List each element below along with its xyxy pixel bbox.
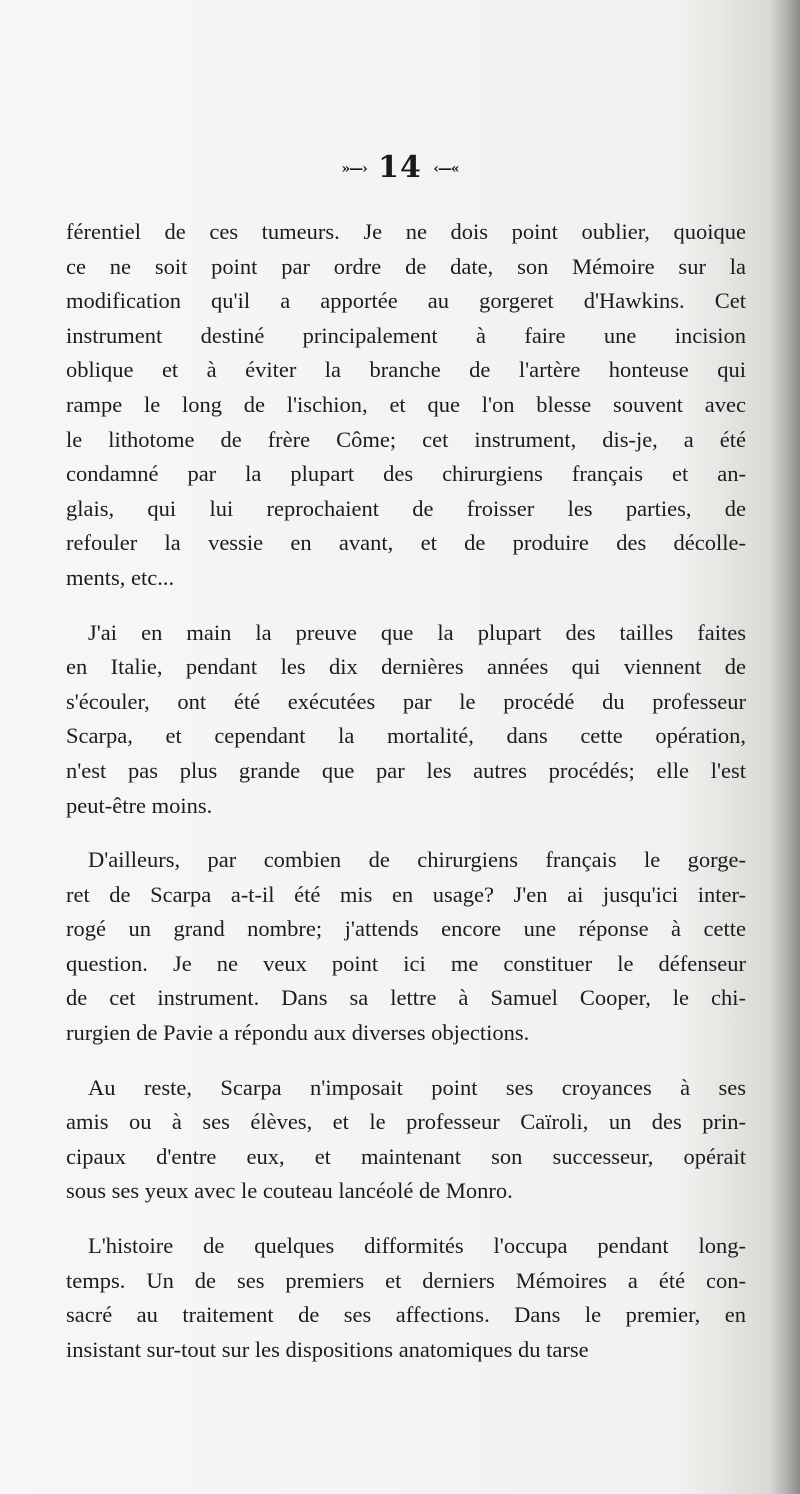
text-line: de cet instrument. Dans sa lettre à Samuel Cooper, le chi-	[66, 985, 746, 1011]
text-line: le lithotome de frère Côme; cet instrument, dis-je, a été	[66, 426, 746, 452]
text-line: s'écouler, ont été exécutées par le procédé du professeur	[66, 688, 746, 714]
body-text	[66, 215, 746, 1367]
text-line: n'est pas plus grande que par les autres procédés; elle l'est	[66, 757, 746, 783]
text-line: temps. Un de ses premiers et derniers Mémoires a été con-	[66, 1267, 746, 1293]
text-line: amis ou à ses élèves, et le professeur Caïroli, un des prin-	[66, 1109, 746, 1135]
header-ornament-right: ‹—«	[433, 161, 459, 177]
text-line: D'ailleurs, par combien de chirurgiens français le gorge-	[88, 847, 746, 873]
text-line: peut-être moins.	[66, 792, 213, 818]
text-line: ments, etc...	[66, 564, 175, 590]
text-line: glais, qui lui reprochaient de froisser les parties, de	[66, 495, 746, 521]
text-line: ret de Scarpa a-t-il été mis en usage? J'en ai jusqu'ici inter-	[66, 881, 746, 907]
paragraph	[66, 843, 746, 1051]
text-line: sous ses yeux avec le couteau lancéolé de Monro.	[66, 1178, 513, 1204]
paragraph-gap	[66, 1209, 746, 1229]
text-line: instrument destiné principalement à faire une incision	[66, 322, 746, 348]
text-line: J'ai en main la preuve que la plupart des tailles faites	[88, 619, 746, 645]
text-line: rurgien de Pavie a répondu aux diverses objections.	[66, 1020, 530, 1046]
page-edge-shadow	[770, 0, 800, 1494]
text-line: rampe le long de l'ischion, et que l'on blesse souvent avec	[66, 391, 746, 417]
text-line: Scarpa, et cependant la mortalité, dans cette opération,	[66, 723, 746, 749]
text-line: insistant sur-tout sur les dispositions anatomiques du tarse	[66, 1336, 589, 1362]
paragraph-gap	[66, 1051, 746, 1071]
text-line: sacré au traitement de ses affections. Dans le premier, en	[66, 1302, 746, 1328]
text-line: L'histoire de quelques difformités l'occupa pendant long-	[88, 1233, 746, 1259]
paragraph	[66, 1071, 746, 1209]
paragraph	[66, 616, 746, 824]
text-line: oblique et à éviter la branche de l'artère honteuse qui	[66, 357, 746, 383]
text-line: refouler la vessie en avant, et de produire des décolle-	[66, 530, 746, 556]
text-line: en Italie, pendant les dix dernières années qui viennent de	[66, 654, 746, 680]
text-line: ce ne soit point par ordre de date, son Mémoire sur la	[66, 253, 746, 279]
text-line: cipaux d'entre eux, et maintenant son successeur, opérait	[66, 1143, 746, 1169]
header-ornament-left: »—›	[341, 161, 367, 177]
page-header	[0, 150, 800, 185]
page-number: 14	[378, 150, 422, 185]
paragraph	[66, 215, 746, 596]
paragraph-gap	[66, 596, 746, 616]
text-line: Au reste, Scarpa n'imposait point ses croyances à ses	[88, 1074, 746, 1100]
paragraph-gap	[66, 823, 746, 843]
text-line: modification qu'il a apportée au gorgeret d'Hawkins. Cet	[66, 288, 746, 314]
paragraph	[66, 1229, 746, 1367]
text-line: condamné par la plupart des chirurgiens français et an-	[66, 461, 746, 487]
text-line: férentiel de ces tumeurs. Je ne dois point oublier, quoique	[66, 219, 746, 244]
text-line: rogé un grand nombre; j'attends encore une réponse à cette	[66, 916, 746, 942]
text-line: question. Je ne veux point ici me constituer le défenseur	[66, 950, 746, 976]
